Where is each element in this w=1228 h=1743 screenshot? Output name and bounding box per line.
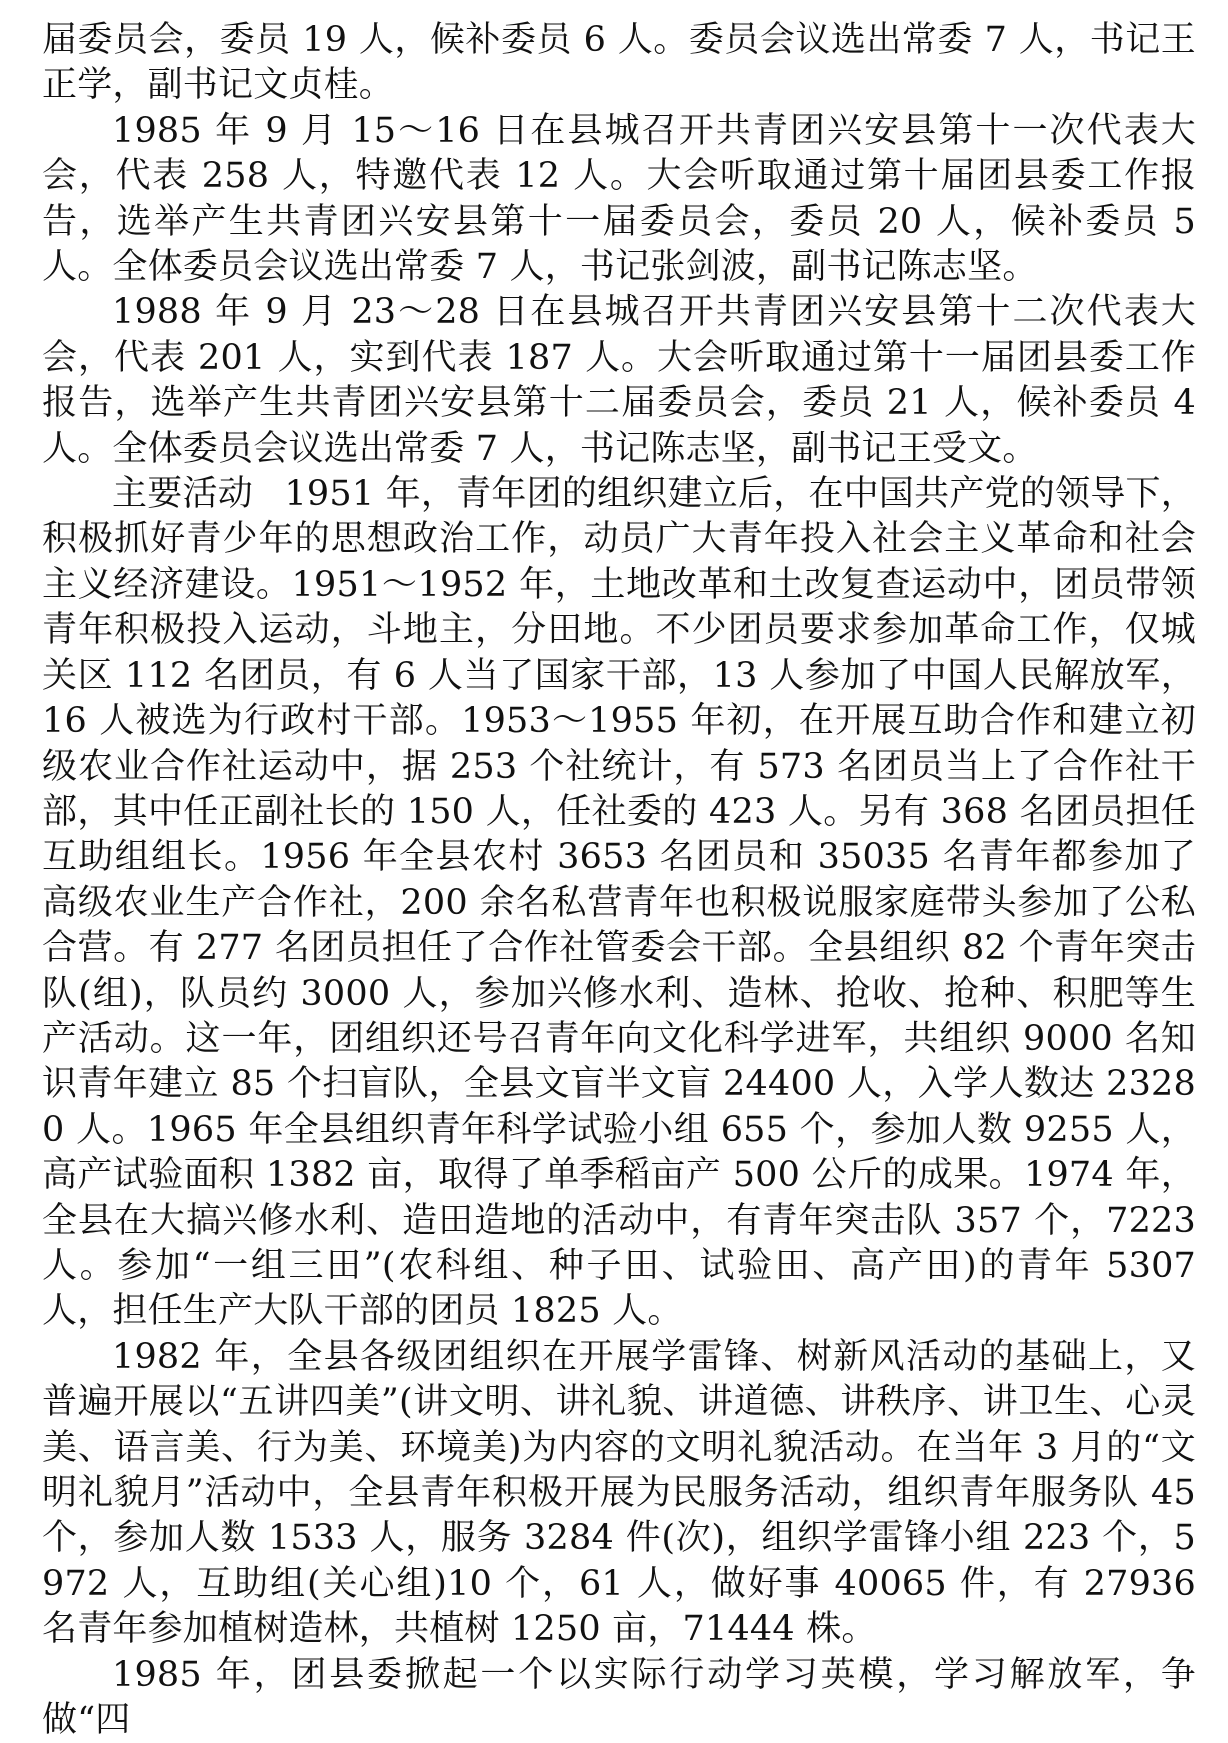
paragraph-activities-1985: 1985 年，团县委掀起一个以实际行动学习英模，学习解放军，争做“四 xyxy=(42,1654,1196,1741)
paragraph-congress-twelfth: 1988 年 9 月 23～28 日在县城召开共青团兴安县第十二次代表大会，代表 201 人，实到代表 187 人。大会听取通过第十一届团县委工作报告，选举产生共青团兴安县第十二届委员会，委员 21 人，候补委员 4 人。全体委员会议选出常委 7 人，书记陈志坚，副书记王受文。 xyxy=(42,292,1196,469)
body-text xyxy=(42,18,1196,1743)
paragraph-activities-1982: 1982 年，全县各级团组织在开展学雷锋、树新风活动的基础上，又普遍开展以“五讲四美”(讲文明、讲礼貌、讲道德、讲秩序、讲卫生、心灵美、语言美、行为美、环境美)为内容的文明礼貌活动。在当年 3 月的“文明礼貌月”活动中，全县青年积极开展为民服务活动，组织青年服务队 45 个，参加人数 1533 人，服务 3284 件(次)，组织学雷锋小组 223 个，5972 人，互助组(关心组)10 个，61 人，做好事 40065 件，有 27936 名青年参加植树造林，共植树 1250 亩，71444 株。 xyxy=(42,1336,1196,1650)
paragraph-main-activities xyxy=(42,472,1196,1335)
section-heading-main-activities: 主要活动 xyxy=(112,474,253,515)
paragraph-committee-tenth-tail: 届委员会，委员 19 人，候补委员 6 人。委员会议选出常委 7 人，书记王正学，副书记文贞桂。 xyxy=(42,20,1196,106)
paragraph-congress-eleventh: 1985 年 9 月 15～16 日在县城召开共青团兴安县第十一次代表大会，代表 258 人，特邀代表 12 人。大会听取通过第十届团县委工作报告，选举产生共青团兴安县第十一届委员会，委员 20 人，候补委员 5 人。全体委员会议选出常委 7 人，书记张剑波，副书记陈志坚。 xyxy=(42,110,1196,288)
paragraph-main-activities-body: 1951 年，青年团的组织建立后，在中国共产党的领导下，积极抓好青少年的思想政治工作，动员广大青年投入社会主义革命和社会主义经济建设。1951～1952 年，土地改革和土改复查运动中，团员带领青年积极投入运动，斗地主，分田地。不少团员要求参加革命工作，仅城关区 112 名团员，有 6 人当了国家干部，13 人参加了中国人民解放军，16 人被选为行政村干部。1953～1955 年初，在开展互助合作和建立初级农业合作社运动中，据 253 个社统计，有 573 名团员当上了合作社干部，其中任正副社长的 150 人，任社委的 423 人。另有 368 名团员担任互助组组长。1956 年全县农村 3653 名团员和 35035 名青年都参加了高级农业生产合作社，200 余名私营青年也积极说服家庭带头参加了公私合营。有 277 名团员担任了合作社管委会干部。全县组织 82 个青年突击队(组)，队员约 3000 人，参加兴修水利、造林、抢收、抢种、积肥等生产活动。这一年，团组织还号召青年向文化科学进军，共组织 9000 名知识青年建立 85 个扫盲队，全县文盲半文盲 24400 人，入学人数达 23280 人。1965 年全县组织青年科学试验小组 655 个，参加人数 9255 人，高产试验面积 1382 亩，取得了单季稻亩产 500 公斤的成果。1974 年，全县在大搞兴修水利、造田造地的活动中，有青年突击队 357 个，7223 人。参加“一组三田”(农科组、种子田、试验田、高产田)的青年 5307 人，担任生产大队干部的团员 1825 人。 xyxy=(42,474,1196,1332)
